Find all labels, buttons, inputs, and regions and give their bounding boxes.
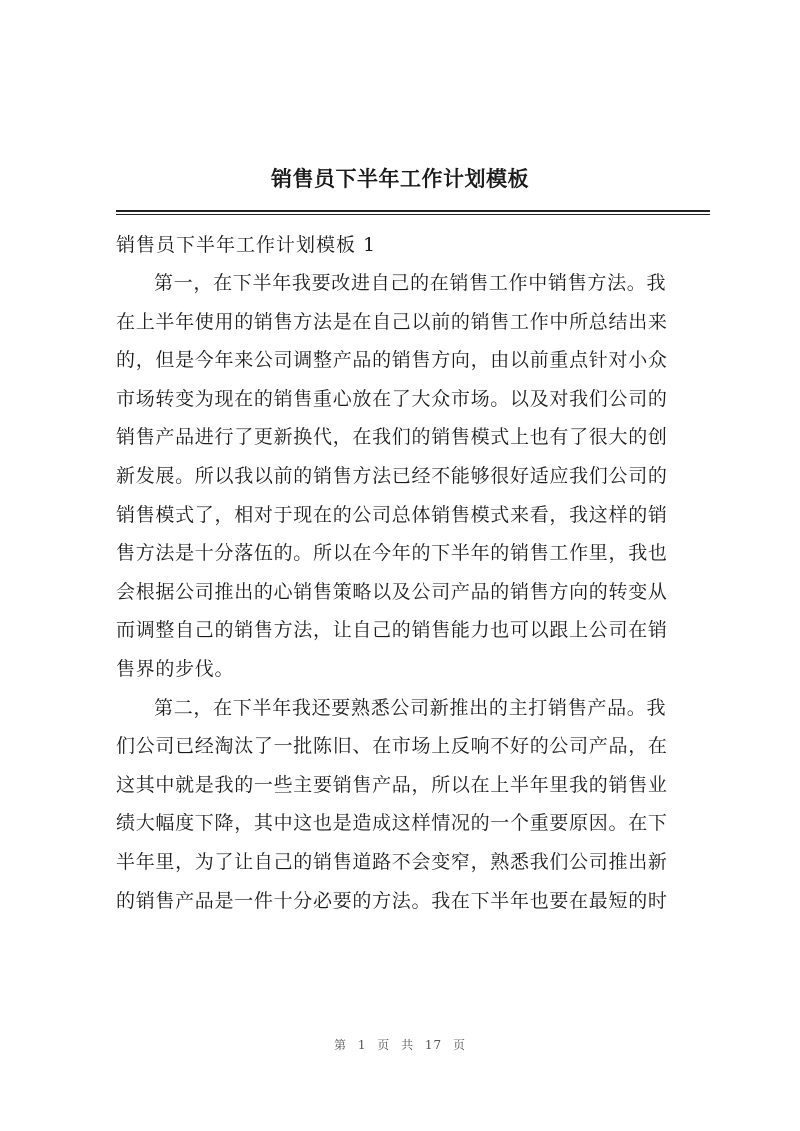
paragraph-2 <box>116 689 716 921</box>
paragraph-line: 绩大幅度下降，其中这也是造成这样情况的一个重要原因。在下 <box>116 812 668 835</box>
paragraph-line: 在上半年使用的销售方法是在自己以前的销售工作中所总结出来 <box>116 310 668 333</box>
paragraph-line: 而调整自己的销售方法，让自己的销售能力也可以跟上公司在销 <box>116 619 668 642</box>
paragraph-line: 们公司已经淘汰了一批陈旧、在市场上反响不好的公司产品，在 <box>116 735 668 758</box>
paragraph-line: 新发展。所以我以前的销售方法已经不能够很好适应我们公司的 <box>116 464 668 487</box>
paragraph-line: 第一，在下半年我要改进自己的在销售工作中销售方法。我 <box>154 272 667 294</box>
title-divider-thin <box>116 214 710 215</box>
paragraph-line: 销售模式了，相对于现在的公司总体销售模式来看，我这样的销 <box>116 503 668 526</box>
section-heading: 销售员下半年工作计划模板 1 <box>116 234 377 256</box>
page-title: 销售员下半年工作计划模板 <box>271 167 529 191</box>
paragraph-line: 市场转变为现在的销售重心放在了大众市场。以及对我们公司的 <box>116 387 668 410</box>
title-divider-thick <box>116 210 710 212</box>
paragraph-line: 这其中就是我的一些主要销售产品，所以在上半年里我的销售业 <box>116 773 668 796</box>
paragraph-line: 第二，在下半年我还要熟悉公司新推出的主打销售产品。我 <box>154 696 667 719</box>
paragraph-line: 半年里，为了让自己的销售道路不会变窄，熟悉我们公司推出新 <box>116 850 668 873</box>
paragraph-line: 的销售产品是一件十分必要的方法。我在下半年也要在最短的时 <box>116 889 668 912</box>
document-body <box>116 226 716 920</box>
paragraph-line: 会根据公司推出的心销售策略以及公司产品的销售方向的转变从 <box>116 580 668 603</box>
paragraph-line: 售界的步伐。 <box>116 657 235 680</box>
paragraph-1 <box>116 264 716 689</box>
paragraph-line: 售方法是十分落伍的。所以在今年的下半年的销售工作里，我也 <box>116 542 668 565</box>
paragraph-line: 销售产品进行了更新换代，在我们的销售模式上也有了很大的创 <box>116 426 668 449</box>
paragraph-line: 的，但是今年来公司调整产品的销售方向，由以前重点针对小众 <box>116 349 668 372</box>
page-footer: 第 1 页 共 17 页 <box>334 1038 466 1052</box>
